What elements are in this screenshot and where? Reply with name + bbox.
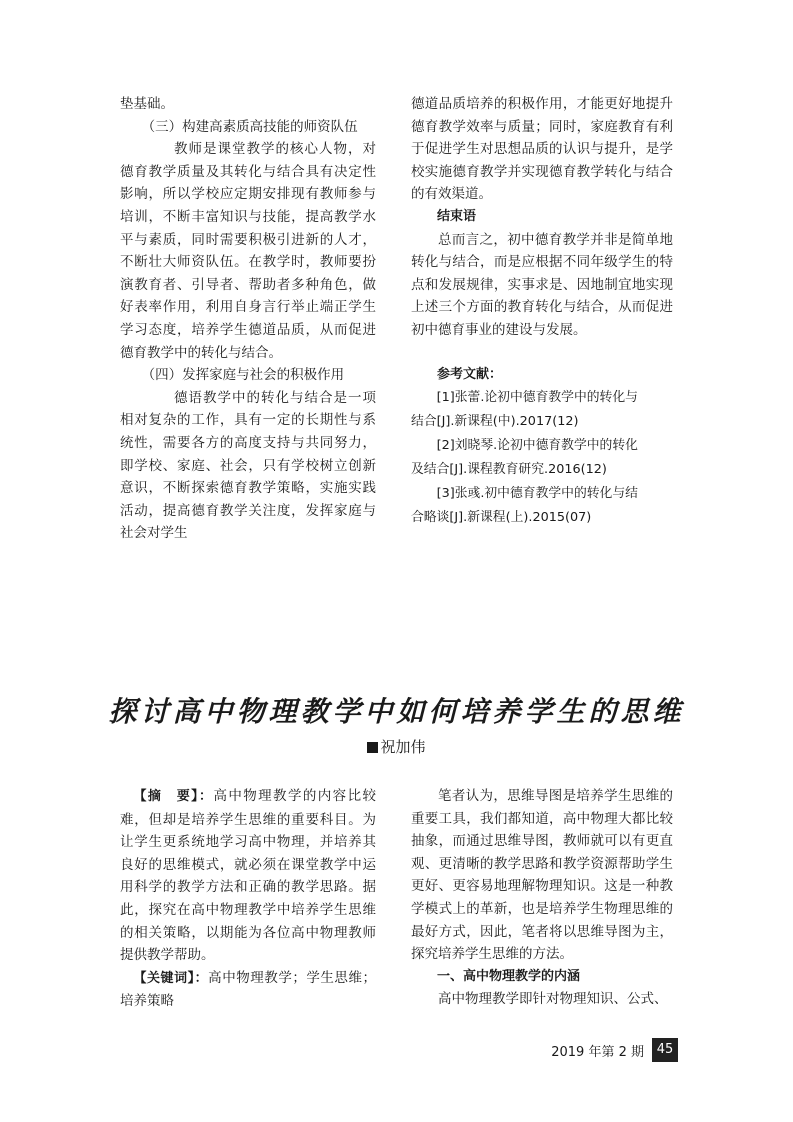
reference-rest: 结合[J].新课程(中).2017(12): [411, 414, 579, 430]
page-footer: [551, 1038, 678, 1062]
paragraph: 德语教学中的转化与结合是一项相对复杂的工作，具有一定的长期性与系统性，需要各方的高度支持与共同努力，即学校、家庭、社会，只有学校树立创新意识，不断探索德育教学策略，实施实践活动，提高德育教学关注度，发挥家庭与社会对学生: [120, 389, 376, 542]
reference-first-line: [3]张彧.初中德育教学中的转化与结: [436, 486, 638, 502]
article-right-column: [411, 785, 673, 1011]
section-paragraph: 高中物理教学即针对物理知识、公式、: [438, 991, 668, 1008]
paragraph: 德道品质培养的积极作用，才能更好地提升德育教学效率与质量；同时，家庭教育有利于促进学生对思想品质的认识与提升，是学校实施德育教学并实现德育教学转化与结合的有效渠道。: [411, 96, 673, 203]
author-name: 祝加伟: [380, 738, 426, 756]
reference-item: [411, 386, 673, 434]
section-heading-1: 一、高中物理教学的内涵: [437, 968, 581, 984]
prev-article-left-column: [120, 93, 376, 545]
reference-item: [411, 434, 673, 482]
reference-item: [411, 482, 673, 530]
conclusion-paragraph: 总而言之，初中德育教学并非是简单地转化与结合，而是应根据不同年级学生的特点和发展规律，实事求是、因地制宜地实现上述三个方面的教育转化与结合，从而促进初中德育事业的建设与发展。: [411, 231, 673, 338]
intro-paragraph: 笔者认为，思维导图是培养学生思维的重要工具，我们都知道，高中物理大都比较抽象，而通过思维导图，教师就可以有更直观、更清晰的教学思路和教学资源帮助学生更好、更容易地理解物理知识。这是一种教学模式上的革新，也是培养学生物理思维的最好方式，因此，笔者将以思维导图为主，探究培养学生思维的方法。: [411, 788, 673, 963]
paragraph: 垫基础。: [120, 96, 174, 112]
reference-list: [411, 386, 673, 530]
article-author: [0, 736, 793, 757]
conclusion-heading: 结束语: [437, 208, 477, 224]
prev-article-right-column: [411, 93, 673, 530]
article-title: 探讨高中物理教学中如何培养学生的思维: [108, 695, 685, 728]
section-heading-3: （三）构建高素质高技能的师资队伍: [141, 118, 358, 135]
abstract-label: 【摘 要】：: [133, 789, 214, 804]
abstract-text: 高中物理教学的内容比较难，但却是培养学生思维的重要科目。为让学生更系统地学习高中物理，并培养其良好的思维模式，就必须在课堂教学中运用科学的教学方法和正确的教学思路。据此，探究在高中物理教学中培养学生思维的相关策略，以期能为各位高中物理教师提供教学帮助。: [120, 788, 376, 964]
keywords: [120, 967, 376, 1013]
abstract: [120, 785, 376, 967]
references-heading: 参考文献：: [437, 366, 503, 382]
issue-label: 2019 年第 2 期: [551, 1044, 644, 1060]
paragraph: 教师是课堂教学的核心人物，对德育教学质量及其转化与结合具有决定性影响，所以学校应定期安排现有教师参与培训，不断丰富知识与技能，提高教学水平与素质，同时需要积极引进新的人才，不断壮大师资队伍。在教学时，教师要扮演教育者、引导者、帮助者多种角色，做好表率作用，利用自身言行举止端正学生学习态度，培养学生德道品质，从而促进德育教学中的转化与结合。: [120, 141, 376, 361]
page-number: 45: [652, 1038, 678, 1062]
keywords-text: 高中物理教学；学生思维；培养策略: [120, 969, 376, 1010]
keywords-label: 【关键词】：: [133, 970, 209, 986]
reference-first-line: [1]张蕾.论初中德育教学中的转化与: [436, 390, 638, 406]
article-left-column: [120, 785, 376, 1013]
reference-rest: 及结合[J].课程教育研究.2016(12): [411, 462, 607, 478]
author-square-icon: [367, 742, 378, 753]
section-heading-4: （四）发挥家庭与社会的积极作用: [141, 367, 345, 384]
reference-rest: 合略谈[J].新课程(上).2015(07): [411, 510, 592, 526]
reference-first-line: [2]刘晓琴.论初中德育教学中的转化: [436, 438, 638, 454]
